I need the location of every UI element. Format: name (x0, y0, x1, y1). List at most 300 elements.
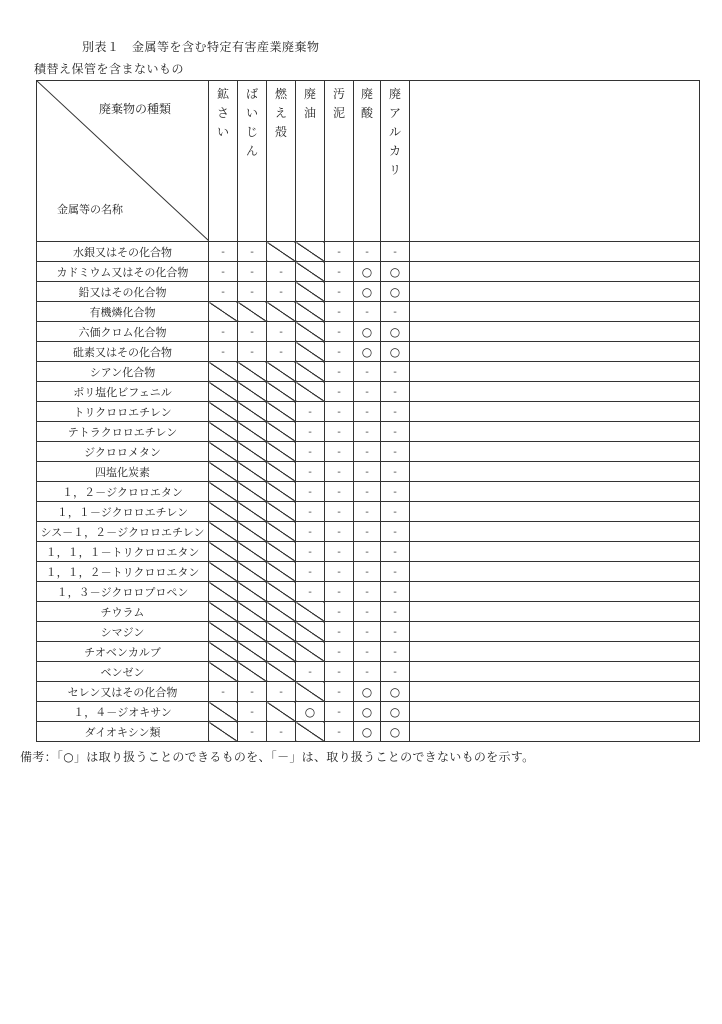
blank-header-cell (410, 81, 700, 242)
not-allowed-cell (354, 402, 381, 422)
not-allowed-cell (325, 482, 354, 502)
dash-mark: - (279, 687, 283, 698)
not-applicable-cell (238, 382, 267, 402)
metal-name-cell: カドミウム又はその化合物 (37, 262, 209, 282)
dash-mark: - (308, 467, 312, 478)
table-row (37, 282, 700, 302)
metal-name-cell: トリクロロエチレン (37, 402, 209, 422)
not-allowed-cell (238, 282, 267, 302)
not-applicable-cell (209, 622, 238, 642)
not-applicable-cell (267, 502, 296, 522)
not-allowed-cell (325, 302, 354, 322)
not-applicable-cell (238, 542, 267, 562)
dash-mark: - (221, 687, 225, 698)
dash-mark: - (337, 467, 341, 478)
not-applicable-cell (209, 502, 238, 522)
dash-mark: - (337, 527, 341, 538)
table-row (37, 722, 700, 742)
dash-mark: - (250, 707, 254, 718)
not-applicable-cell (209, 642, 238, 662)
not-applicable-cell (267, 602, 296, 622)
column-header-char: 廃 (388, 87, 401, 101)
dash-mark: - (337, 667, 341, 678)
not-allowed-cell (325, 722, 354, 742)
circle-mark: ○ (361, 724, 373, 739)
not-allowed-cell (296, 562, 325, 582)
table-row (37, 262, 700, 282)
not-allowed-cell (209, 262, 238, 282)
dash-mark: - (337, 547, 341, 558)
not-applicable-cell (238, 442, 267, 462)
not-applicable-cell (209, 442, 238, 462)
not-applicable-cell (296, 242, 325, 262)
not-allowed-cell (354, 382, 381, 402)
allowed-cell (354, 282, 381, 302)
dash-mark: - (279, 287, 283, 298)
dash-mark: - (337, 427, 341, 438)
not-allowed-cell (354, 562, 381, 582)
not-allowed-cell (354, 642, 381, 662)
dash-mark: - (365, 467, 369, 478)
blank-cell (410, 302, 700, 322)
not-applicable-cell (209, 462, 238, 482)
dash-mark: - (365, 667, 369, 678)
table-row (37, 702, 700, 722)
dash-mark: - (365, 627, 369, 638)
not-applicable-cell (238, 502, 267, 522)
allowed-cell (354, 262, 381, 282)
not-allowed-cell (325, 462, 354, 482)
not-allowed-cell (296, 482, 325, 502)
not-allowed-cell (325, 422, 354, 442)
column-header-text (325, 81, 353, 123)
not-allowed-cell (296, 422, 325, 442)
not-applicable-cell (267, 362, 296, 382)
table-row (37, 502, 700, 522)
table-row (37, 302, 700, 322)
column-header (267, 81, 296, 242)
dash-mark: - (308, 527, 312, 538)
circle-mark: ○ (389, 704, 401, 719)
column-header-char: じ (245, 125, 258, 139)
column-header-char: 廃 (303, 87, 316, 101)
blank-cell (410, 562, 700, 582)
dash-mark: - (337, 287, 341, 298)
not-applicable-cell (296, 642, 325, 662)
not-allowed-cell (325, 382, 354, 402)
not-applicable-cell (296, 682, 325, 702)
column-header (209, 81, 238, 242)
blank-cell (410, 382, 700, 402)
metal-name-cell: １，４－ジオキサン (37, 702, 209, 722)
metal-name-cell: ダイオキシン類 (37, 722, 209, 742)
not-applicable-cell (267, 522, 296, 542)
column-header (354, 81, 381, 242)
dash-mark: - (365, 487, 369, 498)
dash-mark: - (393, 547, 397, 558)
not-applicable-cell (238, 642, 267, 662)
not-applicable-cell (296, 322, 325, 342)
dash-mark: - (337, 727, 341, 738)
not-allowed-cell (381, 422, 410, 442)
corner-cell (37, 81, 209, 242)
dash-mark: - (393, 527, 397, 538)
not-allowed-cell (354, 602, 381, 622)
metal-name-cell: 水銀又はその化合物 (37, 242, 209, 262)
not-applicable-cell (267, 302, 296, 322)
allowed-cell (354, 322, 381, 342)
not-applicable-cell (267, 482, 296, 502)
dash-mark: - (393, 587, 397, 598)
not-allowed-cell (325, 262, 354, 282)
not-allowed-cell (381, 462, 410, 482)
not-allowed-cell (381, 582, 410, 602)
dash-mark: - (221, 347, 225, 358)
metal-name-cell: １，１，１－トリクロロエタン (37, 542, 209, 562)
allowed-cell (381, 702, 410, 722)
dash-mark: - (393, 607, 397, 618)
circle-mark: ○ (361, 284, 373, 299)
dash-mark: - (393, 467, 397, 478)
dash-mark: - (221, 247, 225, 258)
not-applicable-cell (296, 722, 325, 742)
blank-cell (410, 702, 700, 722)
dash-mark: - (337, 487, 341, 498)
not-allowed-cell (354, 582, 381, 602)
not-allowed-cell (325, 602, 354, 622)
not-allowed-cell (325, 642, 354, 662)
not-allowed-cell (296, 462, 325, 482)
column-header-char: 泥 (332, 106, 345, 120)
not-allowed-cell (381, 542, 410, 562)
dash-mark: - (221, 327, 225, 338)
not-allowed-cell (296, 522, 325, 542)
not-allowed-cell (267, 282, 296, 302)
dash-mark: - (308, 667, 312, 678)
dash-mark: - (393, 627, 397, 638)
circle-mark: ○ (361, 704, 373, 719)
blank-cell (410, 722, 700, 742)
not-allowed-cell (381, 562, 410, 582)
dash-mark: - (365, 647, 369, 658)
column-header-text (354, 81, 380, 123)
dash-mark: - (308, 487, 312, 498)
column-header-char: 酸 (360, 106, 373, 120)
column-header (238, 81, 267, 242)
not-allowed-cell (354, 542, 381, 562)
allowed-cell (354, 722, 381, 742)
table-row (37, 482, 700, 502)
column-header-char: 鉱 (216, 87, 229, 101)
dash-mark: - (365, 567, 369, 578)
blank-cell (410, 422, 700, 442)
metal-name-cell: チウラム (37, 602, 209, 622)
not-applicable-cell (296, 302, 325, 322)
not-applicable-cell (209, 482, 238, 502)
not-allowed-cell (381, 502, 410, 522)
metal-name-cell: セレン又はその化合物 (37, 682, 209, 702)
blank-cell (410, 322, 700, 342)
dash-mark: - (337, 267, 341, 278)
not-allowed-cell (296, 582, 325, 602)
not-allowed-cell (209, 242, 238, 262)
blank-cell (410, 462, 700, 482)
not-allowed-cell (238, 722, 267, 742)
not-allowed-cell (296, 442, 325, 462)
not-applicable-cell (238, 562, 267, 582)
blank-cell (410, 662, 700, 682)
not-applicable-cell (267, 702, 296, 722)
dash-mark: - (308, 427, 312, 438)
metal-name-cell: 四塩化炭素 (37, 462, 209, 482)
dash-mark: - (279, 347, 283, 358)
blank-cell (410, 542, 700, 562)
not-allowed-cell (238, 322, 267, 342)
not-applicable-cell (209, 702, 238, 722)
table-row (37, 342, 700, 362)
not-allowed-cell (354, 302, 381, 322)
not-allowed-cell (209, 342, 238, 362)
table-row (37, 382, 700, 402)
dash-mark: - (337, 387, 341, 398)
blank-cell (410, 342, 700, 362)
column-header-char: さ (216, 106, 229, 120)
metal-name-cell: 砒素又はその化合物 (37, 342, 209, 362)
blank-cell (410, 282, 700, 302)
not-applicable-cell (267, 542, 296, 562)
column-header-char: リ (388, 163, 401, 177)
metal-name-cell: １，１，２－トリクロロエタン (37, 562, 209, 582)
column-header-char: ア (388, 106, 401, 120)
circle-mark: ○ (361, 344, 373, 359)
dash-mark: - (365, 507, 369, 518)
not-allowed-cell (354, 482, 381, 502)
not-allowed-cell (381, 482, 410, 502)
dash-mark: - (308, 567, 312, 578)
dash-mark: - (250, 687, 254, 698)
not-allowed-cell (381, 442, 410, 462)
column-header-text (267, 81, 295, 142)
allowed-cell (381, 342, 410, 362)
dash-mark: - (393, 307, 397, 318)
blank-cell (410, 682, 700, 702)
metal-name-cell: １，３－ジクロロプロペン (37, 582, 209, 602)
allowed-cell (354, 702, 381, 722)
not-allowed-cell (381, 602, 410, 622)
dash-mark: - (337, 627, 341, 638)
not-applicable-cell (296, 262, 325, 282)
not-applicable-cell (267, 242, 296, 262)
not-allowed-cell (354, 622, 381, 642)
dash-mark: - (365, 587, 369, 598)
circle-mark: ○ (389, 324, 401, 339)
blank-cell (410, 602, 700, 622)
blank-cell (410, 622, 700, 642)
dash-mark: - (337, 567, 341, 578)
not-applicable-cell (209, 662, 238, 682)
not-applicable-cell (296, 342, 325, 362)
dash-mark: - (337, 307, 341, 318)
dash-mark: - (393, 367, 397, 378)
not-allowed-cell (325, 562, 354, 582)
not-allowed-cell (381, 382, 410, 402)
not-allowed-cell (238, 702, 267, 722)
dash-mark: - (337, 687, 341, 698)
dash-mark: - (365, 387, 369, 398)
not-applicable-cell (267, 422, 296, 442)
not-applicable-cell (238, 422, 267, 442)
dash-mark: - (221, 267, 225, 278)
table-row (37, 522, 700, 542)
not-applicable-cell (267, 662, 296, 682)
allowed-cell (381, 282, 410, 302)
not-allowed-cell (325, 362, 354, 382)
remarks-note: 備考：「○」は取り扱うことのできるものを、「－」は、取り扱うことのできないものを示す。 (20, 750, 535, 764)
not-allowed-cell (209, 282, 238, 302)
not-applicable-cell (267, 382, 296, 402)
not-applicable-cell (238, 602, 267, 622)
not-allowed-cell (325, 322, 354, 342)
blank-cell (410, 362, 700, 382)
not-applicable-cell (267, 402, 296, 422)
not-applicable-cell (296, 362, 325, 382)
dash-mark: - (365, 607, 369, 618)
circle-mark: ○ (361, 684, 373, 699)
dash-mark: - (393, 647, 397, 658)
metal-name-label: 金属等の名称 (57, 203, 123, 216)
not-allowed-cell (267, 342, 296, 362)
not-allowed-cell (296, 402, 325, 422)
not-allowed-cell (325, 282, 354, 302)
not-applicable-cell (238, 662, 267, 682)
not-allowed-cell (296, 502, 325, 522)
metal-name-cell: １，２－ジクロロエタン (37, 482, 209, 502)
column-header-text (296, 81, 324, 123)
dash-mark: - (365, 527, 369, 538)
blank-cell (410, 242, 700, 262)
not-allowed-cell (354, 362, 381, 382)
dash-mark: - (250, 327, 254, 338)
allowed-cell (381, 682, 410, 702)
metal-name-cell: ジクロロメタン (37, 442, 209, 462)
not-applicable-cell (209, 302, 238, 322)
column-header-text (238, 81, 266, 161)
not-allowed-cell (354, 662, 381, 682)
not-allowed-cell (296, 542, 325, 562)
dash-mark: - (337, 647, 341, 658)
not-allowed-cell (238, 682, 267, 702)
metal-name-cell: テトラクロロエチレン (37, 422, 209, 442)
table-row (37, 422, 700, 442)
not-allowed-cell (381, 642, 410, 662)
circle-mark: ○ (304, 704, 316, 719)
column-header-char: え (274, 106, 287, 120)
dash-mark: - (337, 507, 341, 518)
metal-name-cell: ポリ塩化ビフェニル (37, 382, 209, 402)
not-applicable-cell (238, 362, 267, 382)
not-allowed-cell (209, 322, 238, 342)
not-applicable-cell (267, 622, 296, 642)
dash-mark: - (308, 507, 312, 518)
metal-name-cell: １，１－ジクロロエチレン (37, 502, 209, 522)
column-header-char: 廃 (360, 87, 373, 101)
not-applicable-cell (209, 582, 238, 602)
not-applicable-cell (209, 422, 238, 442)
not-allowed-cell (325, 542, 354, 562)
dash-mark: - (308, 447, 312, 458)
not-allowed-cell (381, 522, 410, 542)
column-header-char: い (216, 125, 229, 139)
circle-mark: ○ (361, 324, 373, 339)
not-allowed-cell (325, 342, 354, 362)
dash-mark: - (365, 427, 369, 438)
not-applicable-cell (267, 582, 296, 602)
not-applicable-cell (209, 522, 238, 542)
not-allowed-cell (325, 522, 354, 542)
table-row (37, 622, 700, 642)
dash-mark: - (308, 547, 312, 558)
dash-mark: - (250, 267, 254, 278)
not-allowed-cell (381, 302, 410, 322)
dash-mark: - (393, 667, 397, 678)
not-applicable-cell (296, 282, 325, 302)
column-header (325, 81, 354, 242)
metal-name-cell: シス－１，２－ジクロロエチレン (37, 522, 209, 542)
not-allowed-cell (267, 682, 296, 702)
metal-name-cell: 有機燐化合物 (37, 302, 209, 322)
column-header-char: ば (245, 87, 258, 101)
dash-mark: - (393, 247, 397, 258)
dash-mark: - (393, 407, 397, 418)
dash-mark: - (393, 447, 397, 458)
not-allowed-cell (354, 242, 381, 262)
not-applicable-cell (238, 302, 267, 322)
dash-mark: - (250, 247, 254, 258)
not-allowed-cell (209, 682, 238, 702)
dash-mark: - (250, 727, 254, 738)
circle-mark: ○ (389, 284, 401, 299)
table-row (37, 462, 700, 482)
not-allowed-cell (325, 502, 354, 522)
not-allowed-cell (381, 662, 410, 682)
blank-cell (410, 582, 700, 602)
waste-table (36, 80, 700, 742)
not-applicable-cell (267, 642, 296, 662)
dash-mark: - (250, 287, 254, 298)
blank-cell (410, 402, 700, 422)
dash-mark: - (250, 347, 254, 358)
dash-mark: - (393, 567, 397, 578)
dash-mark: - (365, 547, 369, 558)
not-allowed-cell (354, 522, 381, 542)
column-header-char: ル (388, 125, 401, 139)
dash-mark: - (279, 327, 283, 338)
not-applicable-cell (209, 542, 238, 562)
not-applicable-cell (238, 582, 267, 602)
not-allowed-cell (381, 242, 410, 262)
blank-cell (410, 522, 700, 542)
circle-mark: ○ (361, 264, 373, 279)
not-allowed-cell (267, 322, 296, 342)
dash-mark: - (337, 447, 341, 458)
allowed-cell (354, 682, 381, 702)
dash-mark: - (308, 407, 312, 418)
not-applicable-cell (209, 722, 238, 742)
allowed-cell (296, 702, 325, 722)
not-applicable-cell (209, 602, 238, 622)
not-applicable-cell (267, 442, 296, 462)
dash-mark: - (337, 347, 341, 358)
